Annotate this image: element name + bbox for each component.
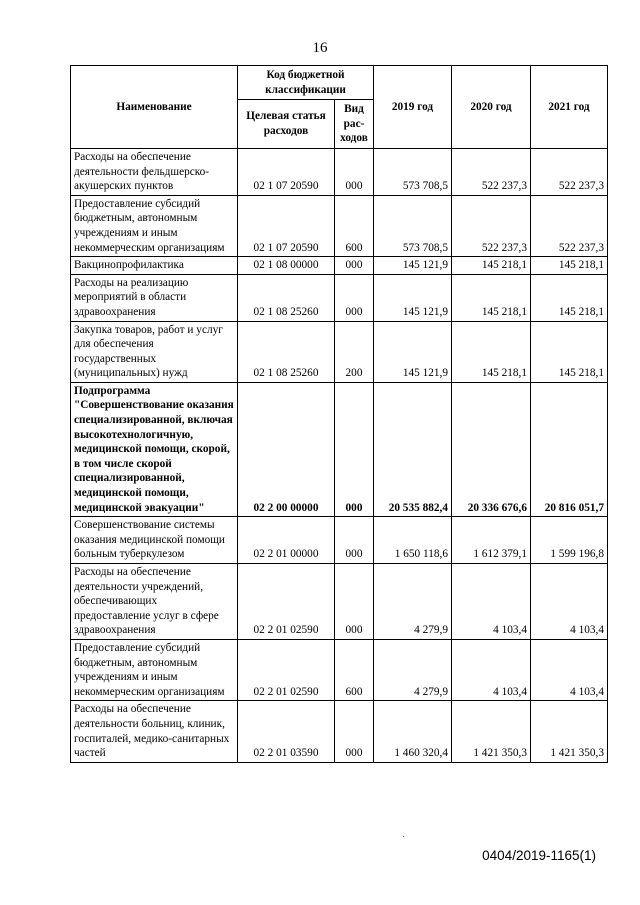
- row-name: Закупка товаров, работ и услуг для обеспечения государственных (муниципальных) нужд: [71, 321, 238, 382]
- row-expense-type: 000: [335, 274, 374, 321]
- row-value-2021: 20 816 051,7: [531, 382, 608, 516]
- header-budget-code: Код бюджетной классификации: [238, 66, 374, 100]
- row-value-2020: 522 237,3: [452, 148, 531, 195]
- row-expense-type: 600: [335, 195, 374, 256]
- document-code: 0404/2019-1165(1): [482, 848, 596, 863]
- row-value-2019: 145 121,9: [374, 321, 452, 382]
- row-value-2019: 4 279,9: [374, 639, 452, 700]
- table-row: [71, 701, 608, 762]
- header-expense-type: Вид рас-ходов: [335, 100, 374, 149]
- row-target-article: 02 1 08 25260: [238, 321, 335, 382]
- row-value-2019: 1 460 320,4: [374, 701, 452, 762]
- row-expense-type: 000: [335, 148, 374, 195]
- header-2019: 2019 год: [374, 66, 452, 149]
- budget-table: [70, 65, 608, 763]
- row-target-article: 02 2 01 00000: [238, 517, 335, 564]
- row-expense-type: 000: [335, 382, 374, 516]
- row-target-article: 02 1 07 20590: [238, 195, 335, 256]
- row-value-2019: 573 708,5: [374, 195, 452, 256]
- row-value-2019: 573 708,5: [374, 148, 452, 195]
- table-row: [71, 195, 608, 256]
- row-expense-type: 000: [335, 517, 374, 564]
- row-expense-type: 000: [335, 701, 374, 762]
- row-target-article: 02 2 01 02590: [238, 639, 335, 700]
- row-value-2020: 145 218,1: [452, 274, 531, 321]
- header-target-article: Целевая статья расходов: [238, 100, 335, 149]
- page-number: 16: [312, 40, 328, 56]
- row-value-2021: 4 103,4: [531, 564, 608, 640]
- row-name: Вакцинопрофилактика: [71, 257, 238, 275]
- row-value-2021: 4 103,4: [531, 639, 608, 700]
- row-target-article: 02 1 08 00000: [238, 257, 335, 275]
- row-value-2019: 1 650 118,6: [374, 517, 452, 564]
- row-expense-type: 200: [335, 321, 374, 382]
- row-expense-type: 000: [335, 564, 374, 640]
- row-value-2021: 1 599 196,8: [531, 517, 608, 564]
- row-name: Расходы на обеспечение деятельности учреждений, обеспечивающих предоставление услуг в сфере здравоохранения: [71, 564, 238, 640]
- row-target-article: 02 2 01 02590: [238, 564, 335, 640]
- header-2020: 2020 год: [452, 66, 531, 149]
- table-row: [71, 639, 608, 700]
- row-name: Подпрограмма "Совершенствование оказания специализированной, включая высокотехнологичную, медицинской помощи, скорой, в том числе скорой специализированной, медицинской помощи, медицинской эвакуации": [71, 382, 238, 516]
- row-value-2019: 20 535 882,4: [374, 382, 452, 516]
- row-name: Предоставление субсидий бюджетным, автономным учреждениям и иным некоммерческим организациям: [71, 195, 238, 256]
- row-expense-type: 000: [335, 257, 374, 275]
- row-target-article: 02 2 01 03590: [238, 701, 335, 762]
- row-value-2020: 1 612 379,1: [452, 517, 531, 564]
- row-value-2021: 1 421 350,3: [531, 701, 608, 762]
- row-name: Предоставление субсидий бюджетным, автономным учреждениям и иным некоммерческим организациям: [71, 639, 238, 700]
- row-expense-type: 600: [335, 639, 374, 700]
- row-value-2020: 522 237,3: [452, 195, 531, 256]
- table-row: [71, 564, 608, 640]
- table-row: [71, 257, 608, 275]
- table-row: [71, 148, 608, 195]
- header-name: Наименование: [71, 66, 238, 149]
- table-row: [71, 274, 608, 321]
- row-value-2020: 145 218,1: [452, 321, 531, 382]
- row-value-2020: 20 336 676,6: [452, 382, 531, 516]
- row-value-2019: 145 121,9: [374, 257, 452, 275]
- row-target-article: 02 1 08 25260: [238, 274, 335, 321]
- row-name: Расходы на реализацию мероприятий в области здравоохранения: [71, 274, 238, 321]
- row-value-2019: 4 279,9: [374, 564, 452, 640]
- row-target-article: 02 1 07 20590: [238, 148, 335, 195]
- table-row: [71, 517, 608, 564]
- row-name: Расходы на обеспечение деятельности фельдшерско-акушерских пунктов: [71, 148, 238, 195]
- row-name: Расходы на обеспечение деятельности больниц, клиник, госпиталей, медико-санитарных частей: [71, 701, 238, 762]
- row-value-2020: 1 421 350,3: [452, 701, 531, 762]
- row-name: Совершенствование системы оказания медицинской помощи больным туберкулезом: [71, 517, 238, 564]
- table-row: [71, 382, 608, 516]
- table-row: [71, 321, 608, 382]
- row-value-2020: 4 103,4: [452, 564, 531, 640]
- row-target-article: 02 2 00 00000: [238, 382, 335, 516]
- row-value-2021: 145 218,1: [531, 257, 608, 275]
- header-2021: 2021 год: [531, 66, 608, 149]
- row-value-2021: 145 218,1: [531, 274, 608, 321]
- row-value-2021: 145 218,1: [531, 321, 608, 382]
- row-value-2021: 522 237,3: [531, 195, 608, 256]
- scan-dot: ·: [402, 832, 406, 843]
- row-value-2020: 145 218,1: [452, 257, 531, 275]
- row-value-2020: 4 103,4: [452, 639, 531, 700]
- row-value-2021: 522 237,3: [531, 148, 608, 195]
- table-body: [71, 148, 608, 762]
- row-value-2019: 145 121,9: [374, 274, 452, 321]
